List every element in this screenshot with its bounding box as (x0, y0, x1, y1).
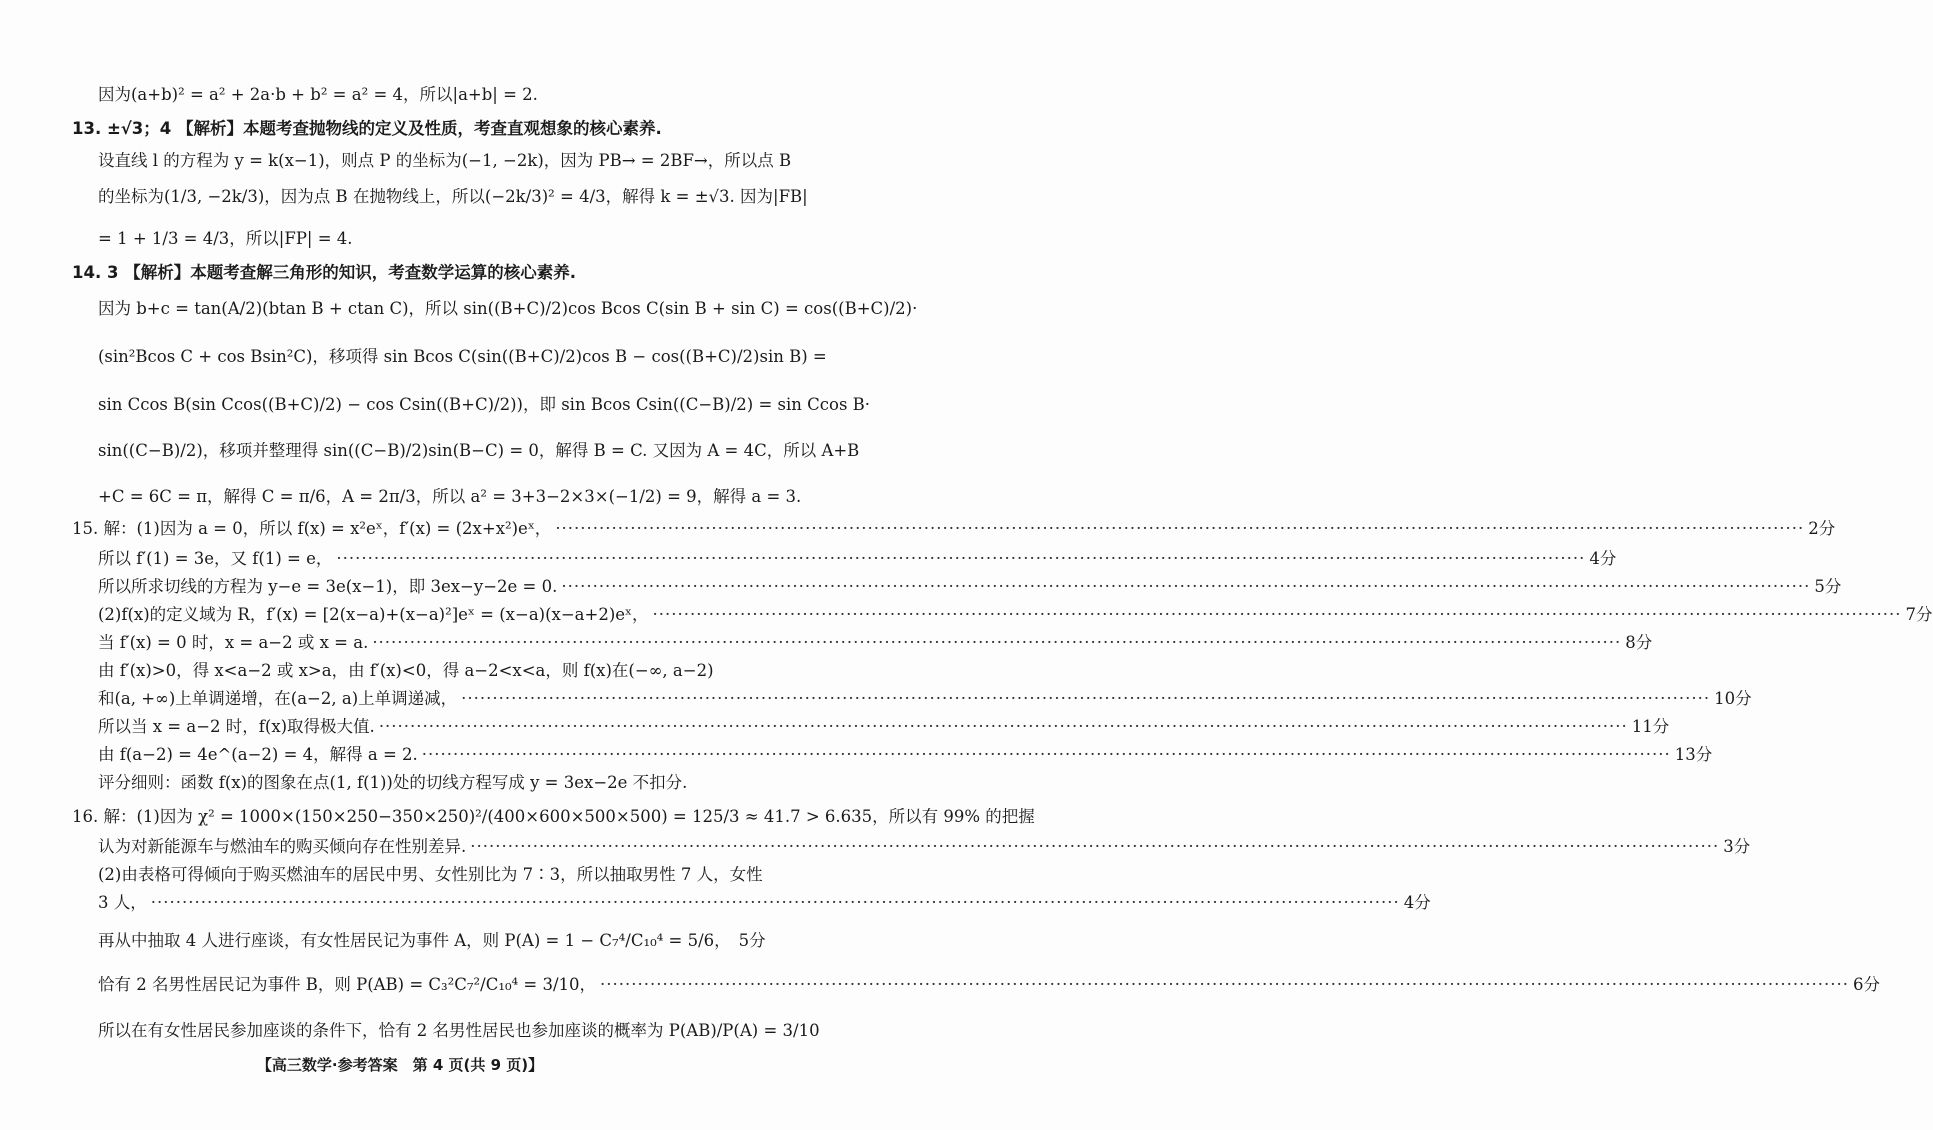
line-text: 当 f′(x) = 0 时，x = a−2 或 x = a. (98, 633, 369, 652)
score-label: 6分 (1853, 975, 1881, 994)
score-label: 2分 (1808, 519, 1836, 538)
text-line (98, 974, 1881, 996)
line-text: 恰有 2 名男性居民记为事件 B，则 P(AB) = C₃²C₇²/C₁₀⁴ = 3/10， (98, 975, 597, 994)
line-text: = 1 + 1/3 = 4/3，所以|FP| = 4. (98, 229, 353, 248)
text-line (98, 228, 724, 250)
leader-dots: ········································································································································································································ (561, 577, 1811, 596)
line-text: (2)f(x)的定义域为 R，f′(x) = [2(x−a)+(x−a)²]eˣ = (x−a)(x−a+2)eˣ， (98, 605, 649, 624)
score-label: 13分 (1674, 745, 1713, 764)
line-text: 设直线 l 的方程为 y = k(x−1)，则点 P 的坐标为(−1, −2k)，因为 PB→ = 2BF→，所以点 B (98, 151, 792, 170)
leader-dots: ········································································································································································································ (372, 633, 1622, 652)
line-text: 因为 b+c = tan(A/2)(btan B + ctan C)，所以 sin((B+C)/2)cos Bcos C(sin B + sin C) = cos((B+C)/2)· (98, 299, 918, 318)
leader-dots: ········································································································································································································ (421, 745, 1671, 764)
score-label: 8分 (1625, 633, 1653, 652)
line-text: 3 人， (98, 893, 147, 912)
leader-dots: ········································································································································································································ (336, 549, 1586, 568)
text-line (72, 806, 1035, 828)
line-text: 由 f(a−2) = 4e^(a−2) = 4，解得 a = 2. (98, 745, 418, 764)
text-line (98, 632, 1653, 654)
leader-dots: ········································································································································································································ (150, 893, 1400, 912)
line-text: 16. 解：(1)因为 χ² = 1000×(150×250−350×250)²/(400×600×500×500) = 125/3 ≈ 41.7 > 6.635，所以有 99% 的把握 (72, 807, 1035, 826)
page-footer: 【高三数学·参考答案 第 4 页(共 9 页)】 (256, 1056, 544, 1074)
line-text: 和(a, +∞)上单调递增，在(a−2, a)上单调递减， (98, 689, 458, 708)
line-text: 认为对新能源车与燃油车的购买倾向存在性别差异. (98, 837, 467, 856)
leader-dots: ········································································································································································································ (470, 837, 1720, 856)
line-text: 所以在有女性居民参加座谈的条件下，恰有 2 名男性居民也参加座谈的概率为 P(AB)/P(A) = 3/10 (98, 1021, 820, 1040)
text-line (98, 394, 871, 416)
text-line (98, 440, 860, 462)
text-line (98, 772, 724, 794)
text-line (98, 298, 918, 320)
line-text: sin((C−B)/2)，移项并整理得 sin((C−B)/2)sin(B−C) = 0，解得 B = C. 又因为 A = 4C，所以 A+B (98, 441, 860, 460)
leader-dots: ········································································································································································································ (461, 689, 1711, 708)
score-label: 3分 (1723, 837, 1751, 856)
leader-dots: ········································································································································································································ (652, 605, 1902, 624)
score-label: 10分 (1714, 689, 1752, 708)
leader-dots: ········································································································································································································ (555, 519, 1805, 538)
line-text: sin Ccos B(sin Ccos((B+C)/2) − cos Csin((B+C)/2))，即 sin Bcos Csin((C−B)/2) = sin Ccos B· (98, 395, 871, 414)
text-line (98, 836, 1751, 858)
line-text: 13. ±√3；4 【解析】本题考查抛物线的定义及性质，考查直观想象的核心素养. (72, 119, 662, 138)
text-line (98, 930, 766, 952)
score-label: 4分 (1589, 549, 1617, 568)
score-label: 4分 (1403, 893, 1431, 912)
line-text: (sin²Bcos C + cos Bsin²C)，移项得 sin Bcos C(sin((B+C)/2)cos B − cos((B+C)/2)sin B) = (98, 347, 827, 366)
line-text: 再从中抽取 4 人进行座谈，有女性居民记为事件 A，则 P(A) = 1 − C₇⁴/C₁₀⁴ = 5/6， (98, 931, 731, 950)
leader-dots: ········································································································································································································ (600, 975, 1850, 994)
line-text: 所以当 x = a−2 时，f(x)取得极大值. (98, 717, 375, 736)
line-text: 的坐标为(1/3, −2k/3)，因为点 B 在抛物线上，所以(−2k/3)² = 4/3，解得 k = ±√3. 因为|FB| (98, 187, 808, 206)
line-text: 由 f′(x)>0，得 x<a−2 或 x>a，由 f′(x)<0，得 a−2<x<a，则 f(x)在(−∞, a−2) (98, 661, 714, 680)
text-line (98, 150, 792, 172)
text-line (72, 118, 724, 140)
text-line (98, 346, 827, 368)
score-label: 5分 (1814, 577, 1842, 596)
text-line (98, 186, 808, 208)
line-text: 评分细则：函数 f(x)的图象在点(1, f(1))处的切线方程写成 y = 3ex−2e 不扣分. (98, 773, 688, 792)
score-label: 11分 (1631, 717, 1670, 736)
line-text: 14. 3 【解析】本题考查解三角形的知识，考查数学运算的核心素养. (72, 263, 576, 282)
line-text: (2)由表格可得倾向于购买燃油车的居民中男、女性别比为 7∶3，所以抽取男性 7 人，女性 (98, 865, 763, 884)
text-line (98, 604, 1933, 626)
text-line (98, 548, 1617, 570)
line-text: 所以所求切线的方程为 y−e = 3e(x−1)，即 3ex−y−2e = 0. (98, 577, 558, 596)
text-line (98, 716, 1670, 738)
text-line (98, 660, 724, 682)
text-line (98, 892, 1431, 914)
text-line (98, 1020, 820, 1042)
leader-dots: ········································································································································································································ (378, 717, 1628, 736)
text-line (98, 576, 1842, 598)
text-line (98, 744, 1713, 766)
score-label: 5分 (738, 931, 766, 950)
text-line (72, 262, 724, 284)
line-text: 15. 解：(1)因为 a = 0，所以 f(x) = x²eˣ，f′(x) = (2x+x²)eˣ， (72, 519, 552, 538)
score-label: 7分 (1905, 605, 1933, 624)
text-line (98, 486, 802, 508)
text-line (72, 518, 1836, 540)
line-text: 所以 f′(1) = 3e，又 f(1) = e， (98, 549, 333, 568)
text-line (98, 688, 1752, 710)
line-text: +C = 6C = π，解得 C = π/6，A = 2π/3，所以 a² = 3+3−2×3×(−1/2) = 9，解得 a = 3. (98, 487, 802, 506)
text-line (98, 84, 724, 106)
line-text: 因为(a+b)² = a² + 2a·b + b² = a² = 4，所以|a+b| = 2. (98, 85, 538, 104)
text-line (98, 864, 763, 886)
